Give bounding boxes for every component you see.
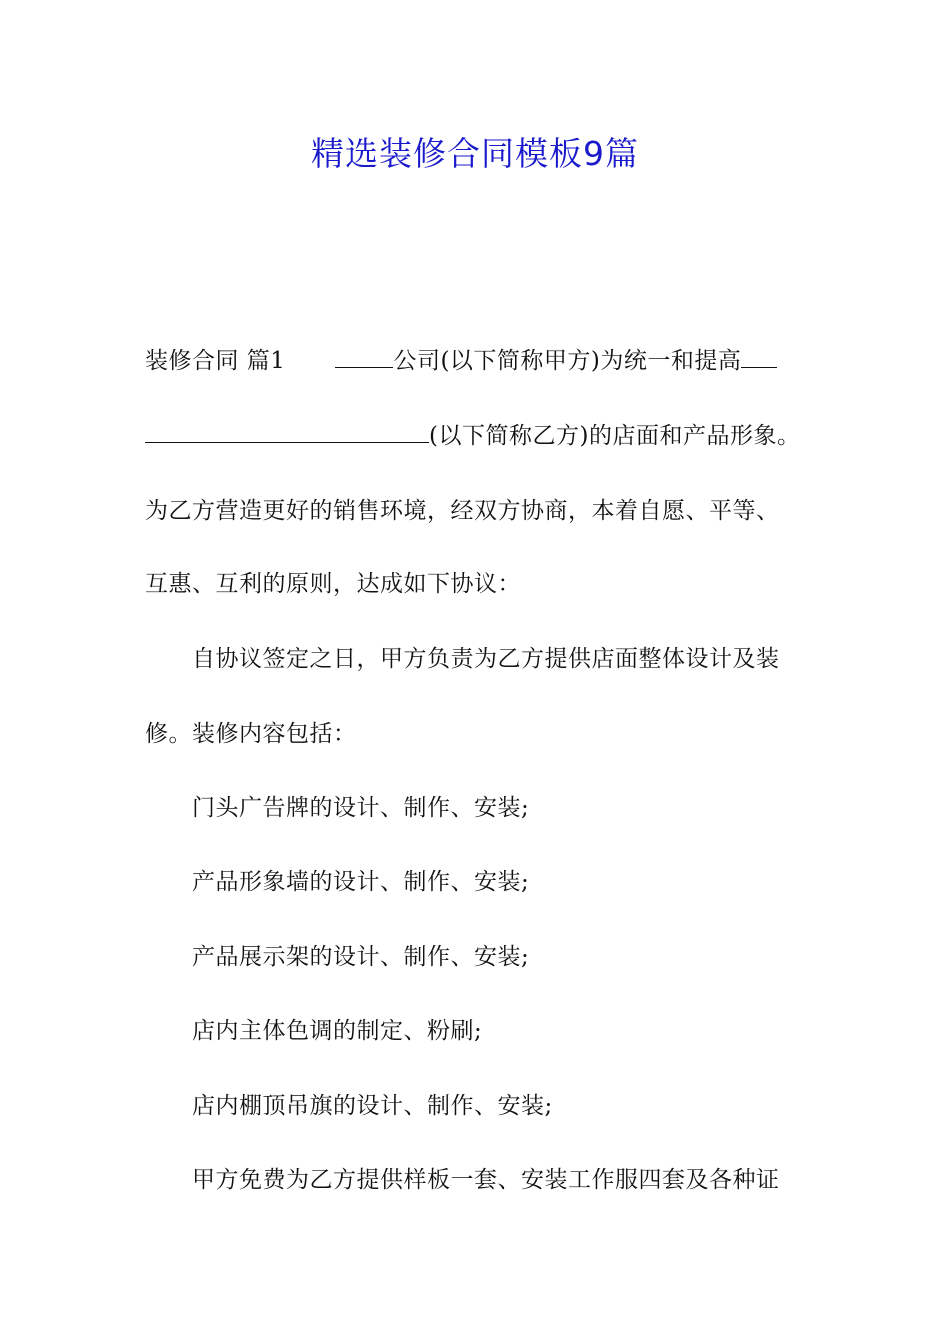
paragraph-line: 互惠、互利的原则，达成如下协议： xyxy=(145,571,521,597)
section-heading: 装修合同 篇1 xyxy=(145,348,286,374)
text-span: 公司(以下简称甲方)为统一和提高 xyxy=(393,348,742,374)
list-item: 产品形象墙的设计、制作、安装; xyxy=(192,869,530,895)
paragraph-line: 甲方免费为乙方提供样板一套、安装工作服四套及各种证 xyxy=(192,1167,780,1193)
paragraph-line: 为乙方营造更好的销售环境，经双方协商，本着自愿、平等、 xyxy=(145,498,780,524)
list-item: 店内主体色调的制定、粉刷; xyxy=(192,1018,483,1044)
document-title: 精选装修合同模板9篇 xyxy=(311,134,639,173)
blank-field xyxy=(741,347,777,368)
list-item: 产品展示架的设计、制作、安装; xyxy=(192,944,530,970)
blank-field xyxy=(335,347,393,368)
paragraph-line: 自协议签定之日，甲方负责为乙方提供店面整体设计及装 xyxy=(192,646,780,672)
blank-field xyxy=(145,422,429,443)
paragraph-line xyxy=(145,346,777,376)
list-item: 门头广告牌的设计、制作、安装; xyxy=(192,795,530,821)
text-span: (以下简称乙方)的店面和产品形象。 xyxy=(429,423,801,449)
paragraph-line xyxy=(145,421,800,451)
list-item: 店内棚顶吊旗的设计、制作、安装; xyxy=(192,1093,553,1119)
paragraph-line: 修。装修内容包括： xyxy=(145,721,357,747)
